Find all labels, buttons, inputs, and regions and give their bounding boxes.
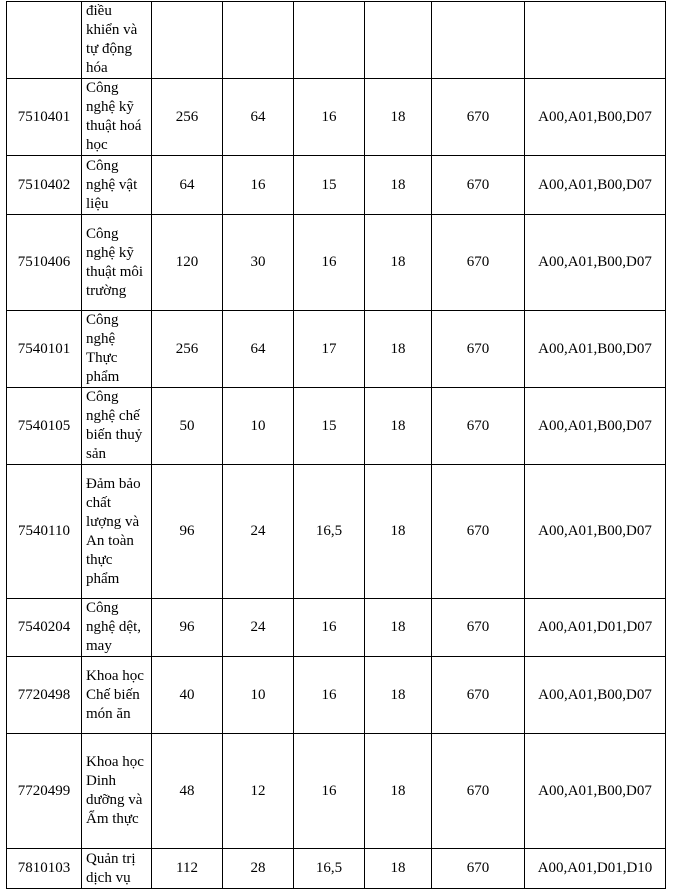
- score-cell: 16: [294, 599, 365, 657]
- score-second-cell: 18: [365, 156, 432, 215]
- value-cell: 670: [432, 79, 525, 156]
- major-code-cell: 7540105: [7, 388, 82, 465]
- major-code-cell: 7510406: [7, 215, 82, 311]
- quota-total-cell: 256: [152, 79, 223, 156]
- value-cell: 670: [432, 849, 525, 889]
- value-cell: 670: [432, 657, 525, 734]
- subject-combination-cell: [525, 2, 666, 79]
- subject-combination-cell: A00,A01,D01,D10: [525, 849, 666, 889]
- quota-second-cell: 24: [223, 599, 294, 657]
- major-name-cell: Quản trị dịch vụ: [82, 849, 152, 889]
- score-second-cell: 18: [365, 79, 432, 156]
- score-second-cell: 18: [365, 311, 432, 388]
- score-cell: 16: [294, 79, 365, 156]
- value-cell: 670: [432, 734, 525, 849]
- table-row: [7, 388, 666, 465]
- major-code-cell: 7510401: [7, 79, 82, 156]
- score-cell: 15: [294, 156, 365, 215]
- subject-combination-cell: A00,A01,B00,D07: [525, 465, 666, 599]
- quota-second-cell: 30: [223, 215, 294, 311]
- score-second-cell: 18: [365, 465, 432, 599]
- value-cell: 670: [432, 599, 525, 657]
- value-cell: 670: [432, 311, 525, 388]
- score-cell: [294, 2, 365, 79]
- quota-second-cell: 12: [223, 734, 294, 849]
- quota-second-cell: 24: [223, 465, 294, 599]
- major-code-cell: 7810103: [7, 849, 82, 889]
- quota-total-cell: 50: [152, 388, 223, 465]
- major-name-cell: Công nghệ dệt, may: [82, 599, 152, 657]
- table-row: [7, 156, 666, 215]
- major-code-cell: 7720499: [7, 734, 82, 849]
- quota-second-cell: 64: [223, 79, 294, 156]
- score-cell: 16,5: [294, 849, 365, 889]
- value-cell: 670: [432, 156, 525, 215]
- table-row: [7, 734, 666, 849]
- quota-second-cell: 16: [223, 156, 294, 215]
- score-second-cell: 18: [365, 849, 432, 889]
- quota-total-cell: 64: [152, 156, 223, 215]
- major-name-cell: Công nghệ kỹ thuật môi trường: [82, 215, 152, 311]
- value-cell: 670: [432, 465, 525, 599]
- major-code-cell: 7540204: [7, 599, 82, 657]
- quota-total-cell: 96: [152, 599, 223, 657]
- quota-total-cell: 112: [152, 849, 223, 889]
- score-second-cell: 18: [365, 215, 432, 311]
- major-name-cell: Công nghệ Thực phẩm: [82, 311, 152, 388]
- subject-combination-cell: A00,A01,B00,D07: [525, 79, 666, 156]
- table-row: [7, 2, 666, 79]
- major-name-cell: điều khiển và tự động hóa: [82, 2, 152, 79]
- admissions-table: [6, 1, 666, 889]
- quota-total-cell: 96: [152, 465, 223, 599]
- major-name-cell: Khoa học Chế biến món ăn: [82, 657, 152, 734]
- score-cell: 16: [294, 734, 365, 849]
- major-code-cell: [7, 2, 82, 79]
- major-code-cell: 7540101: [7, 311, 82, 388]
- table-row: [7, 79, 666, 156]
- score-cell: 16,5: [294, 465, 365, 599]
- quota-total-cell: 40: [152, 657, 223, 734]
- subject-combination-cell: A00,A01,B00,D07: [525, 215, 666, 311]
- table-row: [7, 849, 666, 889]
- quota-second-cell: 28: [223, 849, 294, 889]
- major-name-cell: Khoa học Dinh dưỡng và Ẩm thực: [82, 734, 152, 849]
- quota-total-cell: 48: [152, 734, 223, 849]
- value-cell: 670: [432, 388, 525, 465]
- quota-total-cell: 256: [152, 311, 223, 388]
- major-code-cell: 7510402: [7, 156, 82, 215]
- major-name-cell: Đảm bảo chất lượng và An toàn thực phẩm: [82, 465, 152, 599]
- major-code-cell: 7720498: [7, 657, 82, 734]
- value-cell: [432, 2, 525, 79]
- quota-total-cell: 120: [152, 215, 223, 311]
- major-name-cell: Công nghệ chế biến thuỷ sản: [82, 388, 152, 465]
- major-code-cell: 7540110: [7, 465, 82, 599]
- score-second-cell: 18: [365, 734, 432, 849]
- score-cell: 15: [294, 388, 365, 465]
- major-name-cell: Công nghệ kỹ thuật hoá học: [82, 79, 152, 156]
- table-row: [7, 311, 666, 388]
- subject-combination-cell: A00,A01,D01,D07: [525, 599, 666, 657]
- subject-combination-cell: A00,A01,B00,D07: [525, 734, 666, 849]
- score-second-cell: 18: [365, 657, 432, 734]
- table-row: [7, 599, 666, 657]
- subject-combination-cell: A00,A01,B00,D07: [525, 156, 666, 215]
- score-cell: 17: [294, 311, 365, 388]
- score-second-cell: 18: [365, 599, 432, 657]
- value-cell: 670: [432, 215, 525, 311]
- score-second-cell: [365, 2, 432, 79]
- score-second-cell: 18: [365, 388, 432, 465]
- quota-second-cell: 64: [223, 311, 294, 388]
- table-row: [7, 465, 666, 599]
- subject-combination-cell: A00,A01,B00,D07: [525, 388, 666, 465]
- subject-combination-cell: A00,A01,B00,D07: [525, 657, 666, 734]
- quota-second-cell: [223, 2, 294, 79]
- quota-second-cell: 10: [223, 657, 294, 734]
- quota-second-cell: 10: [223, 388, 294, 465]
- subject-combination-cell: A00,A01,B00,D07: [525, 311, 666, 388]
- score-cell: 16: [294, 657, 365, 734]
- major-name-cell: Công nghệ vật liệu: [82, 156, 152, 215]
- quota-total-cell: [152, 2, 223, 79]
- table-row: [7, 215, 666, 311]
- table-row: [7, 657, 666, 734]
- score-cell: 16: [294, 215, 365, 311]
